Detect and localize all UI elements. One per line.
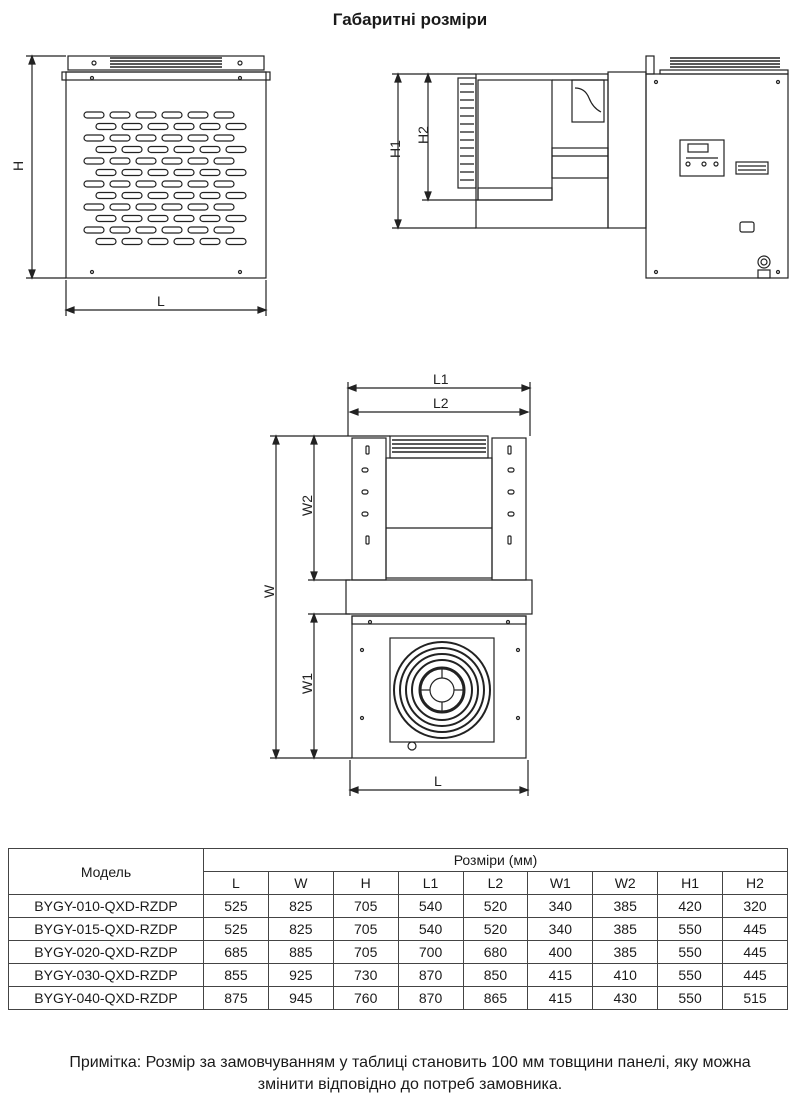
vent-slot	[84, 181, 104, 187]
vent-slot	[162, 204, 182, 210]
vent-slot	[174, 239, 194, 245]
dimension-cell: 705	[333, 941, 398, 964]
dim-label-h1-front: H1	[387, 140, 403, 158]
dimension-cell: 445	[723, 964, 788, 987]
dimension-cell: 430	[593, 987, 658, 1010]
dimension-cell: 550	[658, 987, 723, 1010]
column-header: W2	[593, 872, 658, 895]
dimension-cell: 445	[723, 918, 788, 941]
vent-slot	[136, 204, 156, 210]
dimension-cell: 340	[528, 918, 593, 941]
model-cell: BYGY-015-QXD-RZDP	[9, 918, 204, 941]
vent-slot	[122, 147, 142, 153]
vent-slot	[148, 147, 168, 153]
vent-slot	[122, 193, 142, 199]
model-cell: BYGY-040-QXD-RZDP	[9, 987, 204, 1010]
page-title: Габаритні розміри	[332, 10, 488, 29]
vent-slot	[214, 158, 234, 164]
dim-label-w: W	[261, 584, 277, 598]
vent-slot	[122, 170, 142, 176]
dimension-cell: 415	[528, 987, 593, 1010]
dimension-cell: 520	[463, 918, 528, 941]
model-cell: BYGY-010-QXD-RZDP	[9, 895, 204, 918]
dim-label-l1: L1	[433, 371, 449, 387]
dimensions-table	[8, 848, 788, 1010]
dimension-cell: 685	[204, 941, 269, 964]
footnote-line-2: змінити відповідно до потреб замовника.	[257, 1076, 563, 1093]
dimension-cell: 875	[204, 987, 269, 1010]
footnote-line-1: Примітка: Розмір за замовчуванням у таблиці становить 100 мм товщини панелі, яку можна	[69, 1054, 751, 1071]
column-header: H2	[723, 872, 788, 895]
vent-slot	[84, 158, 104, 164]
vent-slot	[174, 124, 194, 130]
vent-slot	[84, 112, 104, 118]
vent-slot	[84, 135, 104, 141]
table-row	[9, 895, 788, 918]
vent-slot	[174, 193, 194, 199]
vent-slot	[136, 112, 156, 118]
model-cell: BYGY-020-QXD-RZDP	[9, 941, 204, 964]
table-row	[9, 987, 788, 1010]
vent-slot	[174, 147, 194, 153]
vent-slot	[84, 227, 104, 233]
vent-slot	[136, 158, 156, 164]
dimension-cell: 515	[723, 987, 788, 1010]
dim-label-l-top: L	[434, 773, 442, 789]
dim-label-h: H	[10, 160, 26, 171]
dimension-cell: 705	[333, 895, 398, 918]
vent-slot	[226, 124, 246, 130]
dimensions-group-header: Розміри (мм)	[204, 849, 788, 872]
footnote	[10, 1052, 810, 1096]
dimension-cell: 870	[398, 987, 463, 1010]
vent-slot	[200, 147, 220, 153]
dimension-cell: 850	[463, 964, 528, 987]
vent-slot	[148, 124, 168, 130]
dimension-cell: 340	[528, 895, 593, 918]
column-header: H	[333, 872, 398, 895]
vent-slot	[214, 227, 234, 233]
dimension-cell: 540	[398, 895, 463, 918]
dimension-cell: 550	[658, 918, 723, 941]
vent-slot	[110, 112, 130, 118]
vent-slot	[162, 181, 182, 187]
dimension-cell: 540	[398, 918, 463, 941]
dimension-cell: 525	[204, 895, 269, 918]
dimension-cell: 385	[593, 918, 658, 941]
top-view-drawing	[270, 382, 532, 796]
vent-slot	[200, 124, 220, 130]
table-row	[9, 941, 788, 964]
dimension-cell: 825	[268, 895, 333, 918]
column-header: H1	[658, 872, 723, 895]
vent-slot	[96, 147, 116, 153]
vent-slot	[188, 135, 208, 141]
vent-slot	[110, 181, 130, 187]
column-header: W	[268, 872, 333, 895]
vent-slot	[122, 124, 142, 130]
column-header: L1	[398, 872, 463, 895]
vent-slot	[188, 227, 208, 233]
vent-slot	[188, 158, 208, 164]
vent-slot	[200, 170, 220, 176]
dimension-cell: 700	[398, 941, 463, 964]
model-header: Модель	[9, 849, 204, 895]
vent-slot	[148, 239, 168, 245]
vent-slot	[110, 135, 130, 141]
table-row	[9, 964, 788, 987]
vent-slot	[200, 239, 220, 245]
vent-slot	[214, 181, 234, 187]
dimension-cell: 385	[593, 941, 658, 964]
vent-slot	[188, 112, 208, 118]
dim-label-l-side: L	[157, 293, 165, 309]
vent-slot	[226, 239, 246, 245]
front-view-drawing	[392, 56, 788, 278]
dimension-cell: 680	[463, 941, 528, 964]
vent-slot	[200, 193, 220, 199]
vent-slot	[122, 216, 142, 222]
dimension-cell: 445	[723, 941, 788, 964]
vent-slot	[148, 170, 168, 176]
vent-slot	[174, 216, 194, 222]
dimension-cell: 400	[528, 941, 593, 964]
side-view-drawing	[26, 56, 270, 316]
vent-slot	[214, 204, 234, 210]
vent-slot	[226, 147, 246, 153]
vent-slot	[96, 216, 116, 222]
vent-slot	[136, 227, 156, 233]
dimension-cell: 760	[333, 987, 398, 1010]
dimension-cell: 730	[333, 964, 398, 987]
vent-slot	[148, 216, 168, 222]
table-body	[9, 895, 788, 1010]
vent-slot	[174, 170, 194, 176]
vent-slot	[162, 158, 182, 164]
dimension-cell: 420	[658, 895, 723, 918]
vent-slot	[96, 239, 116, 245]
dimension-cell: 870	[398, 964, 463, 987]
dimension-cell: 525	[204, 918, 269, 941]
vent-slot	[122, 239, 142, 245]
dimension-cell: 855	[204, 964, 269, 987]
column-header: L	[204, 872, 269, 895]
vent-slot	[110, 227, 130, 233]
vent-slot	[188, 181, 208, 187]
dimension-cell: 825	[268, 918, 333, 941]
vent-slot	[148, 193, 168, 199]
dimension-cell: 885	[268, 941, 333, 964]
vent-slot	[200, 216, 220, 222]
dimension-cell: 320	[723, 895, 788, 918]
dimension-cell: 550	[658, 964, 723, 987]
dim-label-w2: W2	[299, 495, 315, 516]
dimension-cell: 410	[593, 964, 658, 987]
vent-slot	[110, 204, 130, 210]
dimension-cell: 705	[333, 918, 398, 941]
vent-slot	[214, 112, 234, 118]
dimension-cell: 520	[463, 895, 528, 918]
vent-slot	[226, 216, 246, 222]
model-cell: BYGY-030-QXD-RZDP	[9, 964, 204, 987]
dimension-cell: 415	[528, 964, 593, 987]
dim-label-w1: W1	[299, 673, 315, 694]
vent-slot	[226, 193, 246, 199]
vent-slot	[214, 135, 234, 141]
vent-slot	[162, 112, 182, 118]
dimension-cell: 925	[268, 964, 333, 987]
dimension-cell: 385	[593, 895, 658, 918]
dimension-cell: 550	[658, 941, 723, 964]
vent-slot	[162, 135, 182, 141]
vent-slot	[84, 204, 104, 210]
vent-slot	[162, 227, 182, 233]
vent-slot	[188, 204, 208, 210]
vent-slot	[110, 158, 130, 164]
dim-label-h2-front: H2	[415, 126, 431, 144]
table-row	[9, 918, 788, 941]
dim-label-l2: L2	[433, 395, 449, 411]
dimension-cell: 865	[463, 987, 528, 1010]
vent-slot	[136, 181, 156, 187]
column-header: L2	[463, 872, 528, 895]
vent-slot	[226, 170, 246, 176]
vent-slot	[96, 170, 116, 176]
column-header: W1	[528, 872, 593, 895]
dimension-cell: 945	[268, 987, 333, 1010]
vent-slot	[96, 193, 116, 199]
vent-slot	[136, 135, 156, 141]
vent-slot	[96, 124, 116, 130]
